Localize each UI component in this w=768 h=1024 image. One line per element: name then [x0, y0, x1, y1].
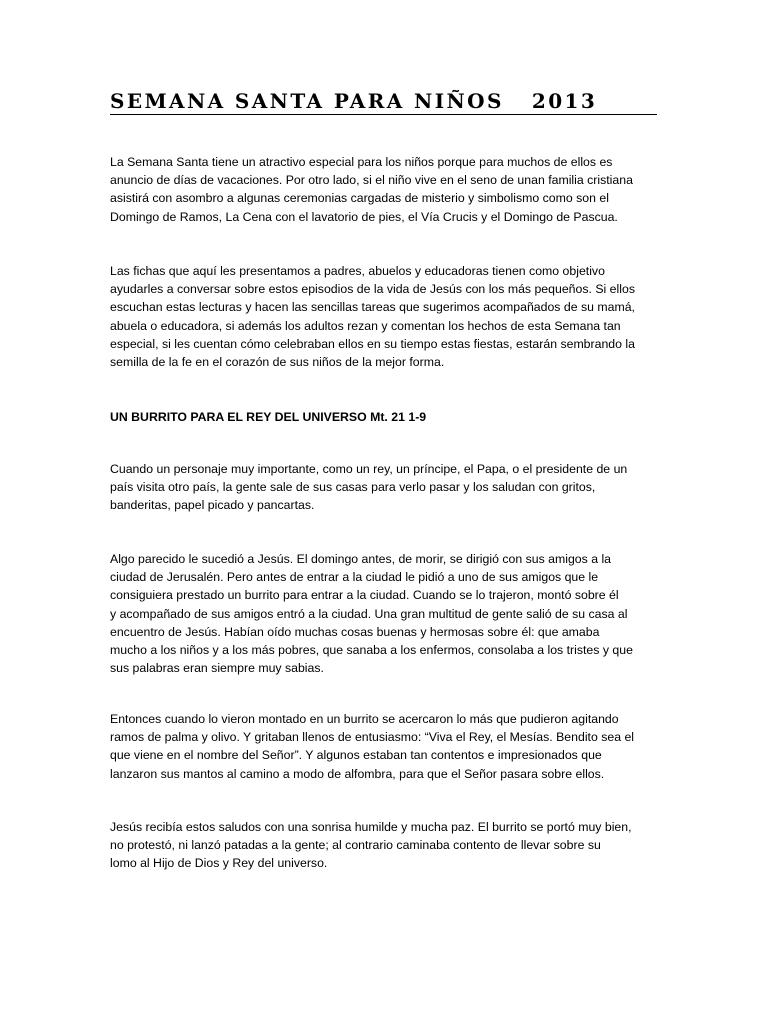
text-line: lanzaron sus mantos al camino a modo de alfombra, para que el Señor pasara sobre ellos.	[110, 766, 605, 781]
text-line: abuela o educadora, si además los adultos rezan y comentan los hechos de esta Semana tan	[110, 318, 621, 333]
text-line: ramos de palma y olivo. Y gritaban llenos de entusiasmo: “Viva el Rey, el Mesías. Bendito sea el	[110, 730, 635, 745]
text-line: semilla de la fe en el corazón de sus niños de la mejor forma.	[110, 355, 445, 370]
section-heading: UN BURRITO PARA EL REY DEL UNIVERSO Mt. 21 1-9	[110, 410, 427, 424]
intro-paragraph-1	[110, 153, 662, 226]
text-line: no protestó, ni lanzó patadas a la gente; al contrario caminaba contento de llevar sobre su	[110, 838, 601, 853]
text-line: Algo parecido le sucedió a Jesús. El domingo antes, de morir, se dirigió con sus amigos a la	[110, 552, 612, 566]
text-line: asistirá con asombro a algunas ceremonias cargadas de misterio y simbolismo como son el	[110, 191, 609, 206]
text-line: mucho a los niños y a los más pobres, que sanaba a los enfermos, consolaba a los tristes y que	[110, 643, 633, 658]
intro-paragraph-2	[110, 262, 662, 371]
text-line: ciudad de Jerusalén. Pero antes de entrar a la ciudad le pidió a uno de sus amigos que le	[110, 570, 599, 585]
text-line: encuentro de Jesús. Habían oído muchas cosas buenas y hermosas sobre él: que amaba	[110, 624, 600, 639]
text-line: banderitas, papel picado y pancartas.	[110, 498, 315, 513]
text-line: especial, si les cuentan cómo celebraban ellos en su tiempo estas fiestas, estarán sembrando la	[110, 336, 635, 351]
text-line: y acompañado de sus amigos entró a la ciudad. Una gran multitud de gente salió de su casa al	[110, 606, 628, 621]
story-paragraph-1	[110, 460, 662, 515]
text-line: anuncio de días de vacaciones. Por otro lado, si el niño vive en el seno de unan familia cristiana	[110, 173, 633, 188]
story-paragraph-3	[110, 710, 662, 783]
text-line: ayudarles a conversar sobre estos episodios de la vida de Jesús con los más pequeños. Si ellos	[110, 282, 635, 297]
story-paragraph-4	[110, 818, 662, 873]
text-line: La Semana Santa tiene un atractivo especial para los niños porque para muchos de ellos es	[110, 155, 613, 169]
text-line: Cuando un personaje muy importante, como un rey, un príncipe, el Papa, o el presidente de un	[110, 462, 628, 476]
text-line: que viene en el nombre del Señor”. Y algunos estaban tan contentos e impresionados que	[110, 748, 602, 763]
document-title: SEMANA SANTA PARA NIÑOS 2013	[110, 89, 598, 113]
text-line: lomo al Hijo de Dios y Rey del universo.	[110, 856, 328, 871]
story-paragraph-2	[110, 550, 662, 677]
text-line: Jesús recibía estos saludos con una sonrisa humilde y mucha paz. El burrito se portó muy bien,	[110, 820, 632, 834]
text-line: Domingo de Ramos, La Cena con el lavatorio de pies, el Vía Crucis y el Domingo de Pascua.	[110, 209, 618, 224]
text-line: escuchan estas lecturas y hacen las sencillas tareas que sugerimos acompañados de su mamá,	[110, 300, 635, 315]
title-underline	[110, 114, 657, 115]
text-line: Entonces cuando lo vieron montado en un burrito se acercaron lo más que pudieron agitando	[110, 712, 619, 726]
text-line: Las fichas que aquí les presentamos a padres, abuelos y educadoras tienen como objetivo	[110, 264, 605, 278]
text-line: país visita otro país, la gente sale de sus casas para verlo pasar y los saludan con gritos,	[110, 480, 596, 495]
text-line: sus palabras eran siempre muy sabias.	[110, 661, 324, 676]
text-line: consiguiera prestado un burrito para entrar a la ciudad. Cuando se lo trajeron, montó sobre él	[110, 588, 619, 603]
